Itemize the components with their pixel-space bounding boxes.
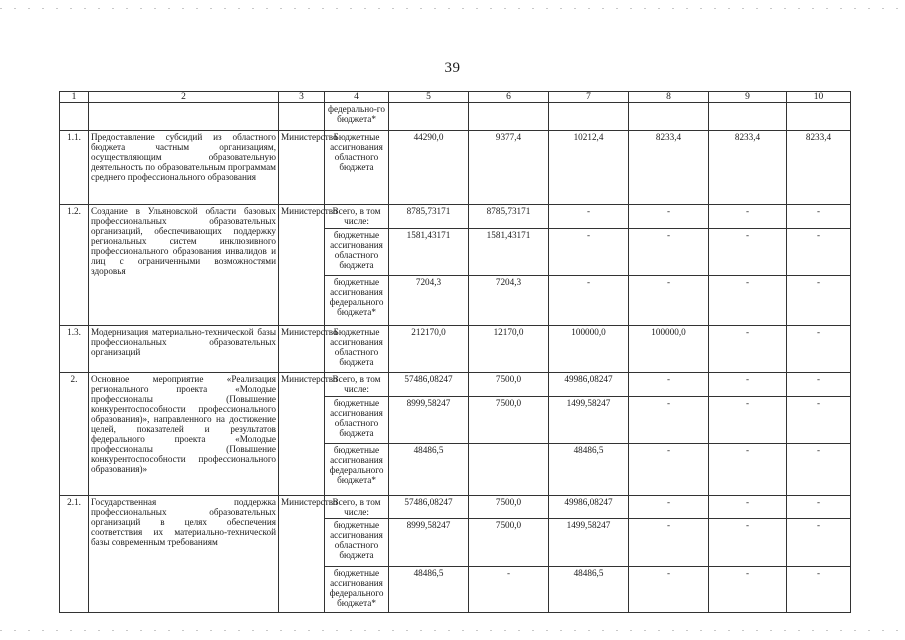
value-cell: 100000,0	[549, 326, 629, 373]
funding-source: Бюджетные ассигнования областного бюджета	[325, 326, 389, 373]
header-cell-1: 1	[60, 92, 89, 103]
funding-source: бюджетные ассигнования федерального бюджета*	[325, 567, 389, 613]
value-cell: 8785,73171	[469, 205, 549, 229]
header-cell-4: 4	[325, 92, 389, 103]
executor: Министерство	[279, 131, 325, 205]
value-cell: 1581,43171	[469, 229, 549, 276]
value-cell: -	[709, 519, 787, 567]
table-row	[60, 205, 851, 229]
value-cell: -	[709, 373, 787, 397]
value-cell: 57486,08247	[389, 373, 469, 397]
value-cell: 8233,4	[787, 131, 851, 205]
item-description	[89, 103, 279, 131]
value-cell: -	[629, 519, 709, 567]
executor: Министерство	[279, 326, 325, 373]
budget-table	[59, 91, 851, 613]
funding-source: федерально-го бюджета*	[325, 103, 389, 131]
item-number: 1.3.	[60, 326, 89, 373]
value-cell: -	[629, 229, 709, 276]
executor	[279, 103, 325, 131]
value-cell: 8999,58247	[389, 397, 469, 444]
page-number: 39	[444, 60, 461, 76]
value-cell	[389, 103, 469, 131]
value-cell	[469, 444, 549, 496]
executor: Министерство	[279, 205, 325, 326]
value-cell: 48486,5	[549, 444, 629, 496]
table-row	[60, 496, 851, 519]
value-cell: 48486,5	[389, 444, 469, 496]
item-description: Государственная поддержка профессиональных образовательных организаций в целях обеспечения соответствия их материально-технической базы современным требованиям	[89, 496, 279, 613]
value-cell: 7500,0	[469, 397, 549, 444]
value-cell: -	[709, 229, 787, 276]
value-cell: 57486,08247	[389, 496, 469, 519]
item-number: 2.1.	[60, 496, 89, 613]
value-cell: 1499,58247	[549, 519, 629, 567]
value-cell: -	[787, 397, 851, 444]
value-cell: 10212,4	[549, 131, 629, 205]
item-number: 1.1.	[60, 131, 89, 205]
value-cell: -	[787, 567, 851, 613]
value-cell	[549, 103, 629, 131]
value-cell: -	[787, 373, 851, 397]
funding-source: бюджетные ассигнования областного бюджета	[325, 397, 389, 444]
header-cell-2: 2	[89, 92, 279, 103]
value-cell: 49986,08247	[549, 373, 629, 397]
value-cell: -	[629, 444, 709, 496]
value-cell: 48486,5	[389, 567, 469, 613]
value-cell: 1499,58247	[549, 397, 629, 444]
header-cell-8: 8	[629, 92, 709, 103]
funding-source: бюджетные ассигнования федерального бюджета*	[325, 276, 389, 326]
executor: Министерство	[279, 496, 325, 613]
value-cell	[629, 103, 709, 131]
value-cell: 48486,5	[549, 567, 629, 613]
value-cell: 100000,0	[629, 326, 709, 373]
header-cell-10: 10	[787, 92, 851, 103]
item-description: Создание в Ульяновской области базовых профессиональных образовательных организаций, обеспечивающих поддержку региональных систем инклюзивного профессионального образования инвалидов и лиц с ограниченными возможностями здоровья	[89, 205, 279, 326]
value-cell: -	[709, 496, 787, 519]
table-row	[60, 131, 851, 205]
header-cell-5: 5	[389, 92, 469, 103]
table-row	[60, 373, 851, 397]
funding-source: Всего, в том числе:	[325, 205, 389, 229]
value-cell: 12170,0	[469, 326, 549, 373]
funding-source: бюджетные ассигнования федерального бюджета*	[325, 444, 389, 496]
funding-source: бюджетные ассигнования областного бюджета	[325, 519, 389, 567]
item-number: 1.2.	[60, 205, 89, 326]
value-cell: -	[787, 326, 851, 373]
table-row	[60, 103, 851, 131]
item-number	[60, 103, 89, 131]
value-cell: -	[549, 229, 629, 276]
value-cell: -	[709, 444, 787, 496]
value-cell: -	[787, 444, 851, 496]
value-cell: -	[549, 276, 629, 326]
value-cell: 7500,0	[469, 519, 549, 567]
value-cell: 7500,0	[469, 373, 549, 397]
item-description: Основное мероприятие «Реализация регионального проекта «Молодые профессионалы (Повышение конкурентоспособности профессионального образования)», направленного на достижение целей, показателей и результатов федерального проекта «Молодые профессионалы (Повышение конкурентоспособности профессионального образования)»	[89, 373, 279, 496]
funding-source: бюджетные ассигнования областного бюджета	[325, 229, 389, 276]
executor: Министерство	[279, 373, 325, 496]
value-cell: -	[629, 205, 709, 229]
value-cell: 7204,3	[469, 276, 549, 326]
value-cell: 49986,08247	[549, 496, 629, 519]
header-cell-7: 7	[549, 92, 629, 103]
header-cell-9: 9	[709, 92, 787, 103]
table-row	[60, 326, 851, 373]
value-cell	[709, 103, 787, 131]
value-cell: 8233,4	[709, 131, 787, 205]
item-number: 2.	[60, 373, 89, 496]
header-row	[60, 92, 851, 103]
value-cell: 8785,73171	[389, 205, 469, 229]
value-cell: -	[787, 496, 851, 519]
value-cell: -	[629, 373, 709, 397]
value-cell: 8999,58247	[389, 519, 469, 567]
value-cell: 212170,0	[389, 326, 469, 373]
item-description: Модернизация материально-технической базы профессиональных образовательных организаций	[89, 326, 279, 373]
value-cell: -	[629, 567, 709, 613]
value-cell: 7204,3	[389, 276, 469, 326]
value-cell: -	[629, 397, 709, 444]
value-cell: 8233,4	[629, 131, 709, 205]
scan-artifact-top	[0, 8, 905, 9]
value-cell: 7500,0	[469, 496, 549, 519]
value-cell: -	[629, 496, 709, 519]
value-cell: -	[709, 205, 787, 229]
value-cell: 44290,0	[389, 131, 469, 205]
item-description: Предоставление субсидий из областного бюджета частным организациям, осуществляющим образовательную деятельность по образовательным программам среднего профессионального образования	[89, 131, 279, 205]
value-cell: 9377,4	[469, 131, 549, 205]
value-cell: -	[469, 567, 549, 613]
value-cell: -	[549, 205, 629, 229]
value-cell: -	[709, 567, 787, 613]
value-cell	[469, 103, 549, 131]
funding-source: Всего, в том числе:	[325, 496, 389, 519]
value-cell: -	[709, 326, 787, 373]
funding-source: Всего, в том числе:	[325, 373, 389, 397]
value-cell: -	[787, 229, 851, 276]
scan-artifact-bottom	[0, 630, 905, 631]
value-cell: -	[629, 276, 709, 326]
value-cell: -	[709, 397, 787, 444]
value-cell	[787, 103, 851, 131]
value-cell: -	[709, 276, 787, 326]
value-cell: -	[787, 519, 851, 567]
value-cell: -	[787, 276, 851, 326]
funding-source: Бюджетные ассигнования областного бюджета	[325, 131, 389, 205]
value-cell: -	[787, 205, 851, 229]
value-cell: 1581,43171	[389, 229, 469, 276]
header-cell-3: 3	[279, 92, 325, 103]
header-cell-6: 6	[469, 92, 549, 103]
